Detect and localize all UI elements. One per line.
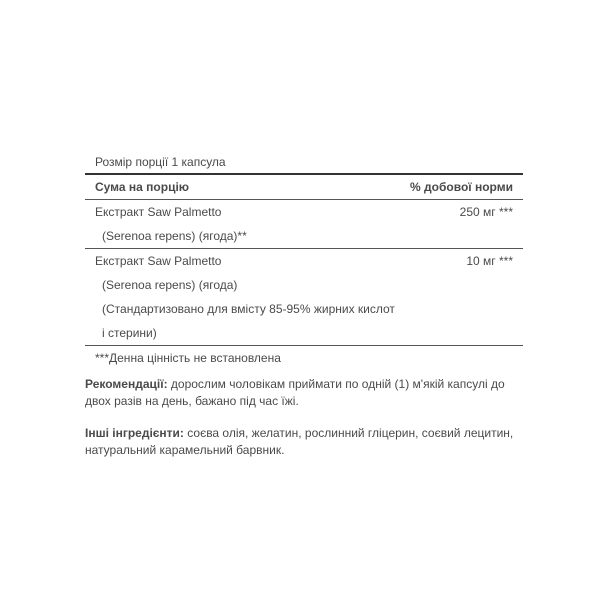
footnote: ***Денна цінність не встановлена: [95, 351, 281, 365]
ingredient-name: Екстракт Saw Palmetto: [95, 205, 222, 219]
other-ingredients-paragraph: [85, 425, 515, 459]
ingredient-detail: (Стандартизовано для вмісту 85-95% жирних кислот: [102, 302, 395, 316]
other-ingredients-label: Інші інгредієнти:: [85, 426, 184, 440]
ingredient-row: [85, 249, 523, 345]
serving-size: Розмір порції 1 капсула: [95, 155, 226, 169]
ingredient-detail: (Serenoa repens) (ягода): [102, 278, 238, 292]
ingredient-amount: 250 мг ***: [459, 205, 513, 219]
daily-value-label: % добової норми: [410, 180, 513, 194]
supplement-facts-panel: [85, 153, 523, 459]
ingredient-detail: (Serenoa repens) (ягода)**: [102, 229, 247, 243]
amount-per-serving-label: Сума на порцію: [95, 180, 190, 194]
ingredient-detail: і стерини): [102, 326, 157, 340]
other-ingredients-text: соєва олія, желатин, рослинний гліцерин, соєвий лецитин, натуральний карамельний барвник.: [85, 426, 514, 457]
recommendations-paragraph: [85, 376, 515, 410]
ingredient-name: Екстракт Saw Palmetto: [95, 254, 222, 268]
ingredient-amount: 10 мг ***: [466, 254, 513, 268]
facts-header: [85, 175, 523, 199]
recommendations-label: Рекомендації:: [85, 377, 168, 391]
ingredient-row: [85, 200, 523, 248]
recommendations-text: дорослим чоловікам приймати по одній (1) м'якій капсулі до двох разів на день, бажано під час їжі.: [85, 377, 505, 408]
